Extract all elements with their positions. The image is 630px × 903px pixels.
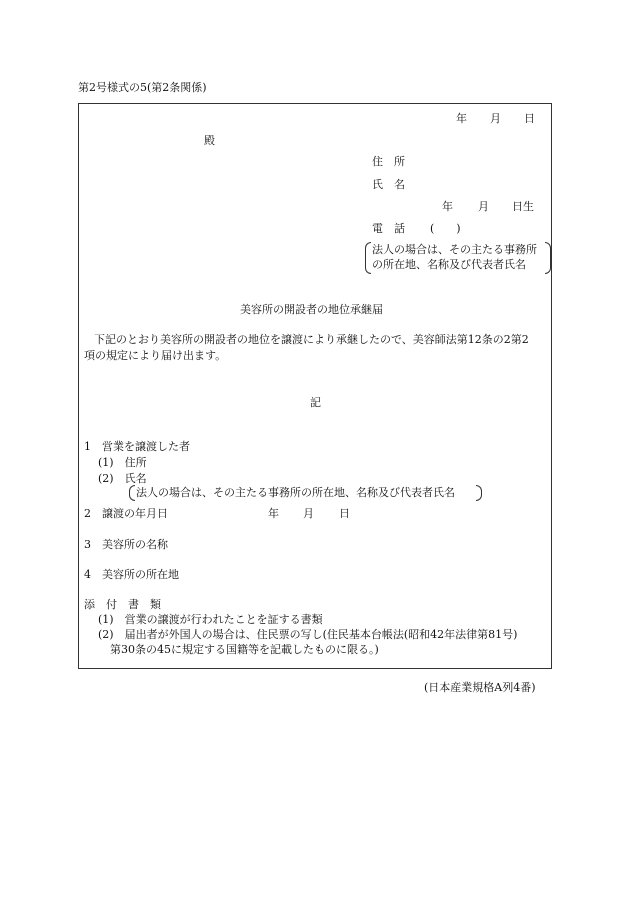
corp-note-line1: 法人の場合は、その主たる事務所	[372, 243, 537, 256]
birth-year: 年	[442, 200, 453, 213]
attachment-2-line2: 第30条の45に規定する国籍等を記載したものに限る。)	[110, 643, 379, 656]
item-1-address: (1) 住所	[98, 456, 147, 469]
attachments-heading: 添 付 書 類	[84, 598, 161, 611]
body-text-line1: 下記のとおり美容所の開設者の地位を譲渡により承継したので、美容師法第12条の2第2	[94, 333, 529, 346]
item-2-month: 月	[303, 507, 314, 520]
phone-paren: ( )	[430, 222, 461, 235]
form-box	[78, 103, 552, 669]
item-1-name: (2) 氏名	[98, 472, 147, 485]
footer-note: (日本産業規格A列4番)	[424, 681, 536, 694]
phone-label: 電 話	[372, 222, 405, 235]
address-label: 住 所	[372, 155, 405, 168]
corp-note-bracket-left	[365, 242, 371, 274]
date-day: 日	[524, 112, 535, 125]
attachment-2-line1: (2) 届出者が外国人の場合は、住民票の写し(住民基本台帳法(昭和42年法律第81号)	[98, 628, 518, 641]
item-3: 3 美容所の名称	[84, 538, 168, 551]
corp-note-line2: の所在地、名称及び代表者氏名	[372, 258, 526, 271]
birth-day: 日生	[512, 200, 534, 213]
date-month: 月	[490, 112, 501, 125]
form-number: 第2号様式の5(第2条関係)	[78, 81, 207, 94]
item-2-year: 年	[268, 507, 279, 520]
name-label: 氏 名	[372, 178, 405, 191]
item-1-note-bracket-left	[129, 485, 135, 501]
item-4: 4 美容所の所在地	[84, 568, 179, 581]
item-1-note: 法人の場合は、その主たる事務所の所在地、名称及び代表者氏名	[136, 486, 455, 499]
form-title: 美容所の開設者の地位承継届	[240, 303, 383, 316]
corp-note-bracket-right	[545, 242, 551, 274]
item-2-day: 日	[339, 507, 350, 520]
birth-month: 月	[478, 200, 489, 213]
ki-heading: 記	[310, 396, 321, 409]
item-2: 2 譲渡の年月日	[84, 507, 168, 520]
date-year: 年	[456, 112, 467, 125]
attachment-1: (1) 営業の譲渡が行われたことを証する書類	[98, 613, 323, 626]
addressee-suffix: 殿	[204, 134, 215, 147]
item-1: 1 営業を譲渡した者	[84, 440, 190, 453]
body-text-line2: 項の規定により届け出ます。	[84, 349, 227, 362]
